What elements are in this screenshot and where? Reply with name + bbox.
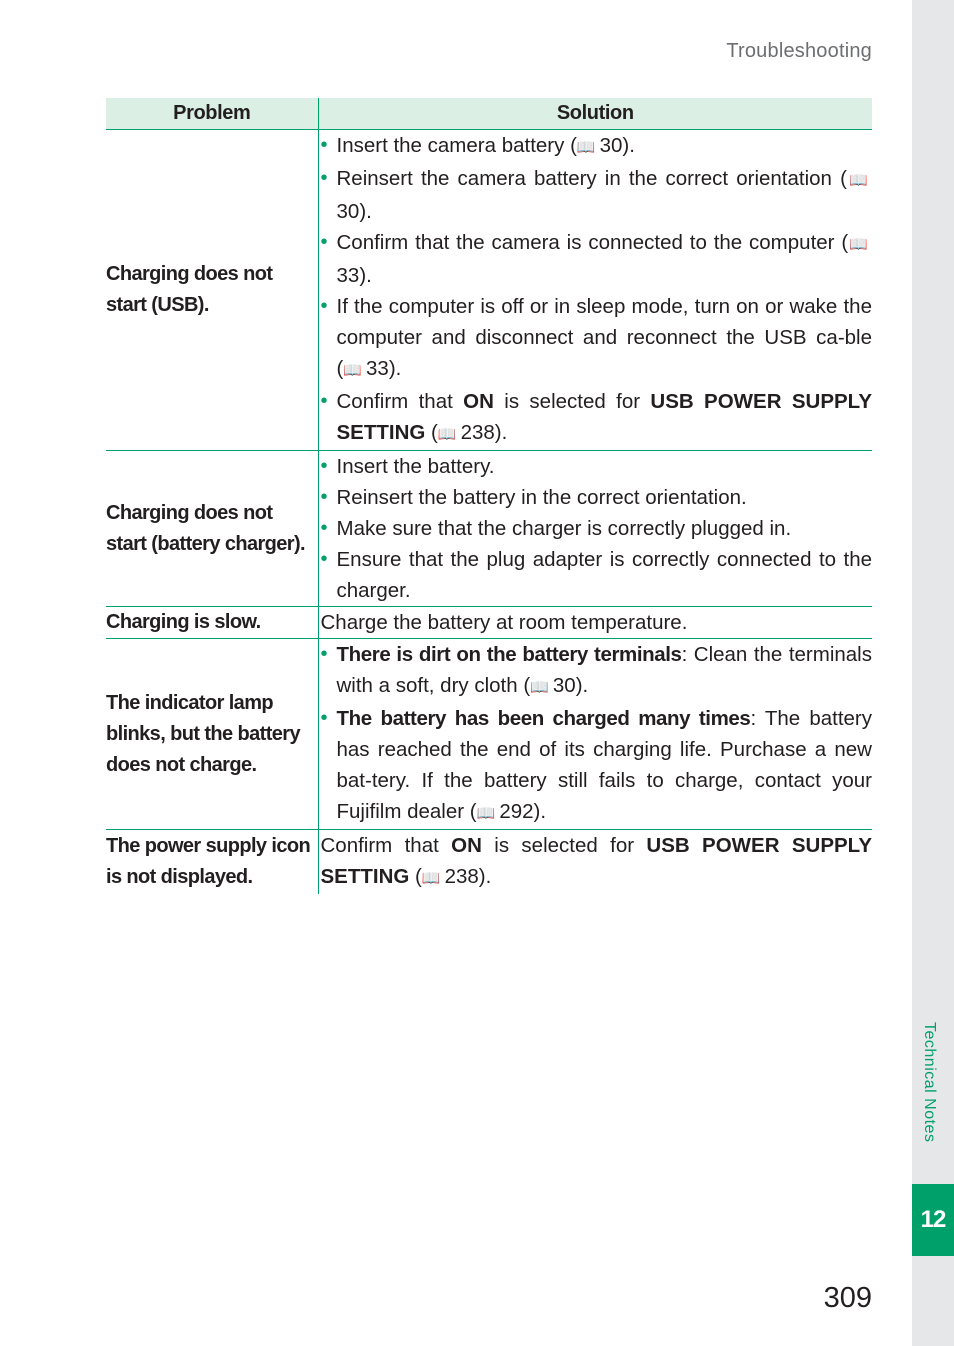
solution-cell	[318, 607, 872, 639]
solution-item: • Confirm that ON is selected for USB POWER SUPPLY SETTING (📖 238).	[321, 386, 873, 450]
solution-item: • Insert the battery.	[321, 451, 873, 482]
page-reference: 📖 238	[438, 421, 495, 444]
solution-list	[321, 130, 873, 450]
solution-list	[321, 451, 873, 606]
table-row	[106, 130, 872, 451]
setting-value: ON	[451, 834, 482, 857]
page-reference: 📖 33	[337, 231, 873, 287]
cause-label: There is dirt on the battery terminals	[336, 643, 682, 666]
running-header: Troubleshooting	[726, 40, 872, 62]
problem-cell: Charging does not start (battery charger).	[106, 451, 318, 607]
problem-cell: The indicator lamp blinks, but the battery does not charge.	[106, 639, 318, 830]
solution-cell	[318, 451, 872, 607]
table-header-row	[106, 98, 872, 130]
troubleshooting-table	[106, 98, 872, 894]
solution-item: • Insert the camera battery (📖 30).	[321, 130, 873, 163]
solution-list	[321, 639, 873, 829]
solution-item: • The battery has been charged many times: The battery has reached the end of its charging life. Purchase a new bat-tery. If the battery still fails to charge, contact your Fujifilm dealer (📖 292).	[321, 703, 873, 829]
solution-cell	[318, 130, 872, 451]
solution-item: • There is dirt on the battery terminals: Clean the terminals with a soft, dry cloth (📖 30).	[321, 639, 873, 703]
solution-item: • Ensure that the plug adapter is correctly connected to the charger.	[321, 544, 873, 606]
problem-cell: The power supply icon is not displayed.	[106, 835, 311, 888]
solution-text: Confirm that ON is selected for USB POWER SUPPLY SETTING (📖 238).	[321, 830, 873, 894]
page-number: 309	[823, 1282, 872, 1314]
page-reference: 📖 30	[577, 134, 623, 157]
problem-cell: Charging does not start (USB).	[106, 130, 318, 451]
page-reference: 📖 30	[337, 167, 873, 223]
page-reference: 📖 33	[343, 357, 389, 380]
solution-cell	[318, 830, 872, 895]
solution-text: Charge the battery at room temperature.	[320, 611, 688, 634]
problem-cell: Charging is slow.	[106, 607, 318, 639]
chapter-number-tab: 12	[912, 1184, 954, 1256]
table-row	[106, 639, 872, 830]
solution-item: • Confirm that the camera is connected to the computer (📖 33).	[321, 227, 873, 291]
chapter-name-label: Technical Notes	[921, 1022, 938, 1143]
solution-item: • If the computer is off or in sleep mode, turn on or wake the computer and disconnect and reconnect the USB ca-ble (📖 33).	[321, 291, 873, 386]
page-reference: 📖 30	[530, 674, 576, 697]
setting-value: ON	[463, 390, 494, 413]
setting-name: USB POWER SUPPLY SETTING	[320, 834, 872, 888]
column-header-solution: Solution	[318, 98, 872, 130]
solution-cell	[318, 639, 872, 830]
cause-label: The battery has been charged many times	[336, 707, 751, 730]
solution-item: • Make sure that the charger is correctly plugged in.	[321, 513, 873, 544]
page-reference: 📖 238	[422, 865, 479, 888]
setting-name: USB POWER SUPPLY SETTING	[336, 390, 872, 444]
table-row	[106, 830, 872, 895]
column-header-problem: Problem	[106, 98, 318, 130]
solution-item: • Reinsert the camera battery in the correct orientation (📖 30).	[321, 163, 873, 227]
table-row	[106, 451, 872, 607]
solution-item: • Reinsert the battery in the correct orientation.	[321, 482, 873, 513]
page-reference: 📖 292	[477, 800, 534, 823]
table-row	[106, 607, 872, 639]
